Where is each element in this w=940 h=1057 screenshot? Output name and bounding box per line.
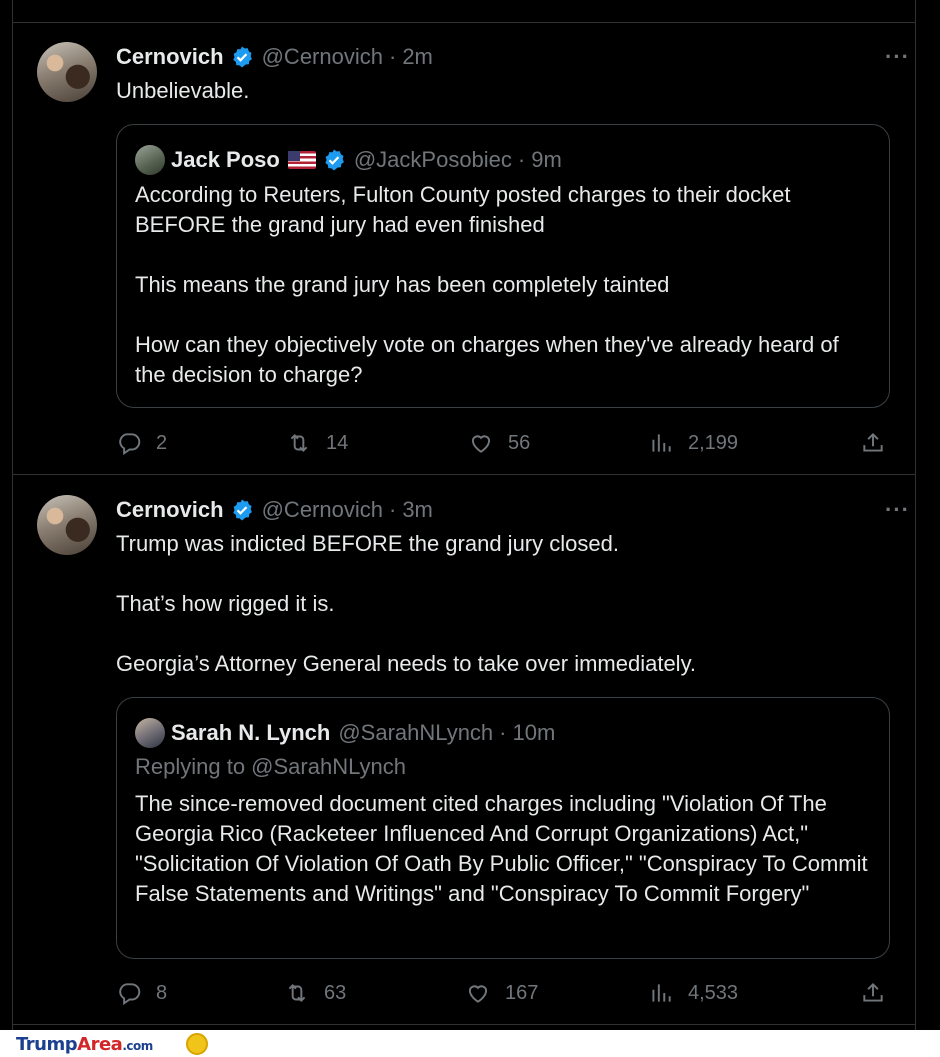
avatar[interactable] — [37, 495, 97, 555]
retweet-icon — [286, 430, 312, 456]
tweet-header — [116, 44, 433, 70]
like-count: 56 — [508, 431, 531, 454]
timestamp[interactable]: 2m — [402, 44, 433, 69]
quote-author-handle: @JackPosobiec — [353, 147, 512, 172]
verified-badge-icon — [322, 148, 346, 172]
quote-author-handle: @SarahNLynch — [338, 720, 494, 745]
tweet-actions — [116, 428, 886, 458]
quote-timestamp: 9m — [531, 147, 562, 172]
author-handle[interactable]: @Cernovich — [261, 497, 383, 522]
author-name[interactable]: Cernovich — [116, 44, 224, 69]
reply-icon — [116, 980, 142, 1006]
divider — [12, 474, 916, 475]
quote-header — [135, 145, 562, 175]
share-button[interactable] — [860, 428, 886, 458]
tweet-paragraph: Georgia’s Attorney General needs to take over immediately. — [116, 651, 697, 676]
quote-paragraph: This means the grand jury has been completely tainted — [135, 272, 670, 297]
share-button[interactable] — [860, 978, 886, 1008]
trump-face-icon — [186, 1033, 208, 1055]
quote-paragraph: According to Reuters, Fulton County posted charges to their docket BEFORE the grand jury had even finished — [135, 182, 791, 237]
heart-icon — [465, 980, 491, 1006]
separator-dot: · — [388, 497, 397, 522]
reply-button[interactable] — [116, 978, 167, 1008]
watermark-logo — [16, 1034, 153, 1055]
replying-to[interactable]: Replying to @SarahNLynch — [135, 754, 406, 779]
like-count: 167 — [505, 981, 539, 1004]
watermark-area: Area — [77, 1034, 123, 1055]
tweet-paragraph: Trump was indicted BEFORE the grand jury closed. — [116, 531, 619, 556]
retweet-button[interactable] — [286, 428, 348, 458]
divider — [12, 22, 916, 23]
quote-avatar — [135, 145, 165, 175]
share-icon — [860, 980, 886, 1006]
quoted-tweet[interactable] — [116, 124, 890, 408]
views-button[interactable] — [648, 978, 738, 1008]
view-count: 4,533 — [688, 981, 739, 1004]
watermark-bar — [0, 1030, 940, 1057]
reply-count: 2 — [156, 431, 168, 454]
analytics-icon — [648, 980, 674, 1006]
retweet-count: 14 — [326, 431, 349, 454]
avatar[interactable] — [37, 42, 97, 102]
view-count: 2,199 — [688, 431, 739, 454]
reply-count: 8 — [156, 981, 168, 1004]
separator-dot: · — [517, 147, 526, 172]
tweet-paragraph: Unbelievable. — [116, 78, 250, 103]
tweet-actions — [116, 978, 886, 1008]
author-name[interactable]: Cernovich — [116, 497, 224, 522]
tweet-header — [116, 497, 433, 523]
tweet-text — [116, 529, 886, 679]
retweet-icon — [284, 980, 310, 1006]
quote-author-name: Jack Poso — [171, 147, 280, 172]
reply-button[interactable] — [116, 428, 167, 458]
like-button[interactable] — [465, 978, 538, 1008]
us-flag-icon — [288, 151, 316, 169]
more-options-icon[interactable]: ··· — [885, 44, 910, 69]
quote-timestamp: 10m — [512, 720, 556, 745]
quote-paragraph: The since-removed document cited charges including "Violation Of The Georgia Rico (Racketeer Influenced And Corrupt Organizations) Act," "Solicitation Of Violation Of Oath By Public Officer," "Conspiracy To Commit False Statements and Writings" and "Conspiracy To Commit Forgery" — [135, 791, 868, 906]
timestamp[interactable]: 3m — [402, 497, 433, 522]
watermark-trump: Trump — [16, 1034, 78, 1055]
quote-avatar — [135, 718, 165, 748]
watermark-com: .com — [122, 1039, 153, 1053]
retweet-count: 63 — [324, 981, 347, 1004]
separator-dot: · — [388, 44, 397, 69]
author-handle[interactable]: @Cernovich — [261, 44, 383, 69]
divider — [12, 1024, 916, 1025]
separator-dot: · — [499, 720, 507, 745]
tweet-text — [116, 76, 886, 106]
verified-badge-icon — [230, 45, 254, 69]
heart-icon — [468, 430, 494, 456]
quote-header — [135, 718, 555, 748]
quoted-tweet[interactable] — [116, 697, 890, 959]
verified-badge-icon — [230, 498, 254, 522]
share-icon — [860, 430, 886, 456]
analytics-icon — [648, 430, 674, 456]
quote-author-name: Sarah N. Lynch — [171, 720, 331, 745]
quote-paragraph: How can they objectively vote on charges when they've already heard of the decision to charge? — [135, 332, 839, 387]
more-options-icon[interactable]: ··· — [885, 497, 910, 522]
quote-text — [135, 180, 875, 390]
reply-icon — [116, 430, 142, 456]
tweet-paragraph: That’s how rigged it is. — [116, 591, 335, 616]
like-button[interactable] — [468, 428, 530, 458]
retweet-button[interactable] — [284, 978, 346, 1008]
views-button[interactable] — [648, 428, 738, 458]
quote-text — [135, 789, 875, 909]
